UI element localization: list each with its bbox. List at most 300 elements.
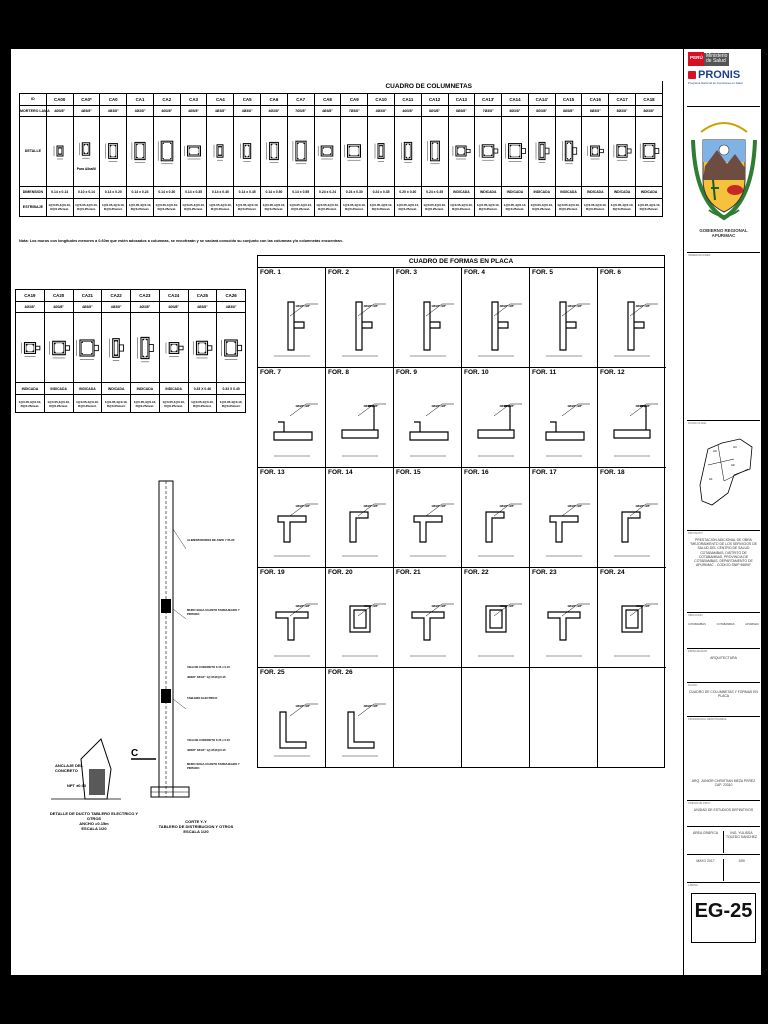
- columneta2-dims-cell: INDICADA: [159, 383, 188, 395]
- section-label: ALIMENTADORES DE ASPE Y PLAT.: [187, 538, 236, 542]
- columneta2-id-cell: CA20: [44, 290, 73, 302]
- columneta-id-cell: CA16: [582, 93, 609, 105]
- forma-shape-icon: [532, 482, 596, 562]
- forma-shape-icon: [396, 282, 460, 362]
- project-label: PROYECTO:: [688, 532, 704, 535]
- forma-shape-icon: [600, 282, 664, 362]
- section-label: VIGA DE CONCRETO 0.15 x 0.15: [187, 665, 230, 669]
- columneta-mortar-cell: 8Ø3/8": [635, 105, 662, 116]
- forma-cell: [258, 368, 326, 468]
- section-label: MURO SOGA CUANTO TARRAJEADO Y PINTADO: [187, 608, 240, 616]
- forma-shape-icon: [328, 582, 392, 662]
- forma-cell: [394, 368, 462, 468]
- forma-rebar-label: 4Ø3/8",3/8": [431, 604, 447, 608]
- column-detail-icon: [610, 133, 634, 169]
- forma-rebar-label: 4Ø3/8",3/8": [363, 304, 379, 308]
- stirrup-line-1: 1@0.05,4@0.10,: [637, 203, 661, 207]
- forma-label: FOR. 13: [260, 469, 285, 476]
- columnetas-row-id: [20, 93, 663, 105]
- key-a3: A3: [713, 449, 717, 453]
- stirrup-line-1: 1@0.05,4@0.10,: [18, 399, 42, 404]
- stirrup-line-2: R@0.25c/ext.: [318, 207, 337, 211]
- forma-label: FOR. 19: [260, 569, 285, 576]
- stirrup-line-2: R@0.25c/ext.: [559, 207, 578, 211]
- columneta-id-cell: CA6: [261, 93, 288, 105]
- section-label: TABLERO ELECTRICO: [187, 696, 218, 700]
- column-detail-icon: [189, 328, 215, 368]
- forma-rebar-label: 4Ø3/8",3/8": [635, 404, 651, 408]
- columneta-dims-cell: INDICADA: [448, 186, 475, 198]
- columneta-detail-cell: [394, 116, 421, 186]
- column-detail-icon: [262, 133, 286, 169]
- columneta-id-cell: CA18: [635, 93, 662, 105]
- columneta-stirrups-cell: [609, 198, 636, 216]
- columneta-mortar-cell: 7Ø3/8": [287, 105, 314, 116]
- unit-cell: [687, 801, 760, 827]
- forma-rebar-label: 4Ø3/8",3/8": [567, 304, 583, 308]
- columneta2-mortar-cell: 4Ø3/8": [16, 302, 45, 313]
- stirrup-line-1: 1@0.05,4@0.10,: [610, 203, 634, 207]
- forma-cell: [530, 368, 598, 468]
- date-value: MAYO 2017: [688, 859, 724, 881]
- forma-label: FOR. 1: [260, 269, 281, 276]
- columneta-stirrups-cell: [528, 198, 555, 216]
- ministry-line-1: Ministerio: [706, 52, 728, 59]
- forma-rebar-label: 4Ø3/8",3/8": [431, 404, 447, 408]
- column-detail-icon: [315, 133, 339, 169]
- forma-cell: [462, 368, 530, 468]
- column-detail-icon: [74, 131, 98, 167]
- columneta-mortar-cell: 8Ø3/8": [609, 105, 636, 116]
- columnetas-table-2: [15, 289, 246, 413]
- forma-rebar-label: 4Ø3/8",3/8": [431, 504, 447, 508]
- columneta-id-cell: CA4: [207, 93, 234, 105]
- forma-label: FOR. 18: [600, 469, 625, 476]
- forma-cell: [530, 468, 598, 568]
- columneta-stirrups-cell: [555, 198, 582, 216]
- svg-text:C: C: [131, 748, 139, 759]
- stirrup-line-2: R@0.25c/ext.: [211, 207, 230, 211]
- columneta2-id-cell: CA23: [131, 290, 160, 302]
- columneta-dims-cell: INDICADA: [582, 186, 609, 198]
- stirrup-line-1: 1@0.05,4@0.10,: [342, 203, 366, 207]
- para-albanil-note: Para Albañil: [76, 167, 97, 171]
- location-3: APURIMAC: [745, 623, 759, 626]
- columneta-dims-cell: 0.14 x 0.40: [207, 186, 234, 198]
- cut-caption-scale: ESCALA 1/20: [183, 829, 209, 834]
- columneta-stirrups-cell: [368, 198, 395, 216]
- columneta2-stirrups-cell: [188, 395, 217, 413]
- project-cell: [687, 531, 760, 613]
- columneta-id-cell: CA1: [127, 93, 154, 105]
- columneta-id-cell: CA11: [394, 93, 421, 105]
- section-label: 4Ø3/8" 1Ø1/4" 1@.05,R@0.15: [187, 675, 226, 679]
- key-a2: A2: [731, 463, 735, 467]
- section-label: 4Ø3/8" 1Ø1/4" 1@.05,R@0.15: [187, 748, 226, 752]
- stirrup-line-2: R@0.25c/ext.: [532, 207, 552, 211]
- forma-cell: [326, 268, 394, 368]
- forma-label: FOR. 10: [464, 369, 489, 376]
- drawing-sheet: [10, 48, 762, 976]
- forma-cell: [598, 468, 666, 568]
- columneta-detail-cell: [100, 116, 127, 186]
- columneta-detail-cell: [341, 116, 368, 186]
- stirrup-line-1: 1@0.05,4@0.10,: [396, 203, 420, 207]
- logo-cell: [687, 49, 760, 107]
- forma-shape-icon: [396, 482, 460, 562]
- concrete-label: ANCLAJE DEL CONCRETO: [55, 763, 83, 773]
- columneta-mortar-cell: 4Ø3/8": [153, 105, 180, 116]
- columneta2-mortar-cell: 4Ø3/8": [188, 302, 217, 313]
- columneta-stirrups-cell: [287, 198, 314, 216]
- columneta-id-cell: CA14': [528, 93, 555, 105]
- forma-cell: [326, 568, 394, 668]
- columneta-detail-cell: [180, 116, 207, 186]
- detail-caption-width: ANCHO =0.15m: [79, 821, 109, 826]
- columneta-mortar-cell: 4Ø3/8": [100, 105, 127, 116]
- forma-label: FOR. 20: [328, 569, 353, 576]
- forma-label: FOR. 21: [396, 569, 421, 576]
- stirrup-line-2: R@0.25c/ext.: [77, 207, 96, 211]
- columneta-mortar-cell: 8Ø3/8": [555, 105, 582, 116]
- forma-rebar-label: 4Ø3/8",3/8": [363, 704, 379, 708]
- forma-shape-icon: [328, 682, 392, 762]
- stirrup-line-2: R@0.25c/ext.: [130, 207, 150, 211]
- columneta-stirrups-cell: [153, 198, 180, 216]
- columneta-detail-cell: [287, 116, 314, 186]
- forma-rebar-label: 4Ø3/8",3/8": [567, 504, 583, 508]
- columneta-stirrups-cell: [127, 198, 154, 216]
- forma-shape-icon: [260, 482, 324, 562]
- columneta-dims-cell: INDICADA: [555, 186, 582, 198]
- forma-rebar-label: 4Ø3/8",3/8": [295, 704, 311, 708]
- stirrup-line-2: R@0.25c/ext.: [371, 207, 391, 211]
- forma-cell: [258, 268, 326, 368]
- columneta-mortar-cell: 4Ø3/8": [73, 105, 100, 116]
- columneta2-dims-cell: 0.33 X 0.46: [188, 383, 217, 395]
- forma-label: FOR. 15: [396, 469, 421, 476]
- stirrup-line-2: R@0.25c/ext.: [612, 207, 632, 211]
- column-detail-icon: [208, 133, 232, 169]
- columneta-id-cell: CA0: [100, 93, 127, 105]
- stirrup-line-1: 1@0.05,4@0.10,: [101, 203, 125, 207]
- columneta-dims-cell: 0.20 x 0.30: [394, 186, 421, 198]
- columneta-stirrups-cell: [46, 198, 73, 216]
- blank-cell: OBSERVACIONES:: [687, 253, 760, 421]
- column-detail-icon: [557, 133, 581, 169]
- forma-shape-icon: [532, 382, 596, 462]
- columneta-id-cell: CA17: [609, 93, 636, 105]
- forma-rebar-label: 4Ø3/8",3/8": [635, 304, 651, 308]
- column-detail-icon: [530, 133, 554, 169]
- stirrup-line-2: R@0.25c/ext.: [398, 207, 418, 211]
- forma-label: FOR. 12: [600, 369, 625, 376]
- columneta-stirrups-cell: [100, 198, 127, 216]
- columneta2-dims-cell: INDICADA: [44, 383, 73, 395]
- columneta2-detail-cell: [188, 313, 217, 383]
- gobierno-line-2: APURIMAC: [711, 233, 736, 238]
- stirrup-line-1: 1@0.05,4@0.10,: [369, 203, 393, 207]
- forma-label: FOR. 23: [532, 569, 557, 576]
- specialty-cell: [687, 649, 760, 683]
- column-detail-icon: [342, 133, 366, 169]
- stirrup-line-1: 1@0.05,4@0.10,: [316, 203, 339, 207]
- row-label-detail: DETALLE: [20, 116, 47, 186]
- forma-cell: [462, 568, 530, 668]
- columneta-stirrups-cell: [314, 198, 341, 216]
- columneta-stirrups-cell: [448, 198, 475, 216]
- stirrup-line-2: R@0.25c/ext.: [193, 403, 212, 408]
- stirrup-line-1: 1@0.05,4@0.10,: [191, 399, 214, 404]
- forma-label: FOR. 16: [464, 469, 489, 476]
- columneta-dims-cell: INDICADA: [635, 186, 662, 198]
- column-detail-icon: [48, 133, 72, 169]
- stirrup-line-1: 1@0.05,4@0.10,: [423, 203, 446, 207]
- columnetas2-row-detail: [16, 313, 246, 383]
- stirrup-line-1: 1@0.05,4@0.10,: [104, 399, 128, 404]
- columneta-detail-cell: [314, 116, 341, 186]
- forma-shape-icon: [464, 582, 528, 662]
- columneta-dims-cell: 0.10 x 0.14: [73, 186, 100, 198]
- column-detail-icon: [637, 133, 661, 169]
- columneta-stirrups-cell: [207, 198, 234, 216]
- forma-shape-icon: [328, 382, 392, 462]
- forma-rebar-label: 4Ø3/8",3/8": [567, 404, 583, 408]
- forma-label: FOR. 7: [260, 369, 281, 376]
- columneta-mortar-cell: 7Ø3/8": [341, 105, 368, 116]
- columneta-id-cell: CA15: [555, 93, 582, 105]
- formas-title: CUADRO DE FORMAS EN PLACA: [257, 255, 665, 268]
- stirrup-line-1: 1@0.05,4@0.10,: [235, 203, 259, 207]
- columneta2-stirrups-cell: [131, 395, 160, 413]
- stirrup-line-1: 1@0.05,4@0.10,: [209, 203, 232, 207]
- columneta-id-cell: CA2: [153, 93, 180, 105]
- forma-rebar-label: 4Ø3/8",3/8": [499, 304, 515, 308]
- forma-shape-icon: [464, 482, 528, 562]
- key-plan-cell: PLANO CLAVE: A3 A4 A2 A1: [687, 421, 760, 531]
- scale-value: 1/50: [738, 859, 745, 863]
- stirrup-line-2: R@0.25c/ext.: [425, 207, 444, 211]
- stirrup-line-2: R@0.25c/ext.: [78, 403, 97, 408]
- stirrup-line-1: 1@0.05,4@0.10,: [219, 399, 243, 404]
- plan-cell: [687, 683, 760, 717]
- stirrup-line-2: R@0.25c/ext.: [264, 207, 284, 211]
- column-detail-icon: [161, 328, 187, 368]
- forma-label: FOR. 11: [532, 369, 557, 376]
- columnetas-table: [19, 81, 663, 217]
- forma-shape-icon: [532, 282, 596, 362]
- regional-government-cell: [687, 107, 760, 253]
- responsible-label: PROFESIONAL RESPONSABLE:: [688, 718, 728, 721]
- columneta-detail-cell: [234, 116, 261, 186]
- columneta2-detail-cell: [44, 313, 73, 383]
- row-label-stirrups: ESTRIBAJE: [20, 198, 47, 216]
- columnetas-note: Nota: Los muros con longitudes menores a 0.60m que estén adosados a columnas, se encofrarán y se vaciará conocido su conjunto con las columnas y/o columnetas encuentran.: [19, 239, 343, 243]
- forma-label: FOR. 25: [260, 669, 285, 676]
- row-label-dims: DIMENSION: [20, 186, 47, 198]
- columneta2-id-cell: CA22: [102, 290, 131, 302]
- forma-shape-icon: [260, 582, 324, 662]
- columneta-detail-cell: [609, 116, 636, 186]
- stirrup-line-2: R@0.25c/ext.: [50, 207, 69, 211]
- column-detail-icon: [289, 133, 313, 169]
- location-2: COTABAMBAS: [716, 623, 735, 626]
- columneta-id-cell: CA10: [368, 93, 395, 105]
- stirrup-line-2: R@0.25c/ext.: [478, 207, 498, 211]
- forma-rebar-label: 4Ø3/8",3/8": [431, 304, 447, 308]
- columneta-id-cell: CA8: [314, 93, 341, 105]
- forma-label: FOR. 14: [328, 469, 353, 476]
- cad-review-cell: [687, 827, 760, 855]
- forma-shape-icon: [600, 482, 664, 562]
- forma-label: FOR. 24: [600, 569, 625, 576]
- columneta-detail-cell: [368, 116, 395, 186]
- stirrup-line-1: 1@0.05,4@0.10,: [557, 203, 580, 207]
- columneta-stirrups-cell: [341, 198, 368, 216]
- forma-label: FOR. 2: [328, 269, 349, 276]
- columneta-stirrups-cell: [394, 198, 421, 216]
- columneta-mortar-cell: 4Ø3/8": [234, 105, 261, 116]
- columneta2-dims-cell: INDICADA: [102, 383, 131, 395]
- review-value: ING. YULISSA TOLEDO SANCHEZ: [725, 831, 758, 840]
- column-detail-icon: [182, 133, 206, 169]
- columneta-mortar-cell: 4Ø3/8": [127, 105, 154, 116]
- pronis-logo: PRONIS: [698, 69, 741, 81]
- pronis-logo-icon: [688, 71, 696, 79]
- column-detail-icon: [503, 133, 527, 169]
- columneta-detail-cell: [635, 116, 662, 186]
- forma-cell: [394, 268, 462, 368]
- forma-shape-icon: [396, 382, 460, 462]
- columneta-dims-cell: INDICADA: [609, 186, 636, 198]
- columneta2-id-cell: CA24: [159, 290, 188, 302]
- forma-cell: [326, 368, 394, 468]
- columnetas-title: CUADRO DE COLUMNETAS: [20, 81, 663, 93]
- columneta2-mortar-cell: 4Ø3/8": [73, 302, 102, 313]
- columneta-mortar-cell: 4Ø3/8": [180, 105, 207, 116]
- stirrup-line-2: R@0.25c/ext.: [103, 207, 123, 211]
- specialty-label: ESPECIALIDAD:: [688, 650, 708, 653]
- column-detail-icon: [101, 133, 125, 169]
- columneta-mortar-cell: 4Ø3/8": [207, 105, 234, 116]
- forma-cell: [462, 268, 530, 368]
- key-a4: A4: [733, 445, 737, 449]
- columneta2-mortar-cell: 4Ø3/8": [131, 302, 160, 313]
- detail-caption: [49, 811, 139, 831]
- columneta-id-cell: CA12: [421, 93, 448, 105]
- forma-rebar-label: 4Ø3/8",3/8": [295, 304, 311, 308]
- forma-cell: [326, 468, 394, 568]
- forma-label: FOR. 22: [464, 569, 489, 576]
- forma-rebar-label: 4Ø3/8",3/8": [635, 504, 651, 508]
- columneta2-stirrups-cell: [44, 395, 73, 413]
- columneta-id-cell: CA00: [46, 93, 73, 105]
- columneta-mortar-cell: 8Ø3/8": [528, 105, 555, 116]
- stirrup-line-1: 1@0.05,4@0.10,: [289, 203, 312, 207]
- columneta-mortar-cell: 8Ø3/8": [421, 105, 448, 116]
- columneta-detail-cell: [127, 116, 154, 186]
- stirrup-line-1: 1@0.05,4@0.10,: [262, 203, 286, 207]
- forma-label: FOR. 17: [532, 469, 557, 476]
- stirrup-line-2: R@0.25c/ext.: [221, 403, 241, 408]
- columneta-detail-cell: [528, 116, 555, 186]
- columneta2-dims-cell: INDICADA: [131, 383, 160, 395]
- columneta2-mortar-cell: 4Ø3/8": [44, 302, 73, 313]
- columneta-stirrups-cell: [502, 198, 529, 216]
- column-detail-icon: [369, 133, 393, 169]
- section-label: VIGA DE CONCRETO 0.15 x 0.15: [187, 738, 230, 742]
- columneta-detail-cell: [421, 116, 448, 186]
- forma-shape-icon: [464, 382, 528, 462]
- columneta-dims-cell: INDICADA: [528, 186, 555, 198]
- column-detail-icon: [155, 133, 179, 169]
- forma-shape-icon: [328, 482, 392, 562]
- stirrup-line-1: 1@0.05,4@0.10,: [584, 203, 607, 207]
- columneta-stirrups-cell: [635, 198, 662, 216]
- column-detail-icon: [74, 328, 100, 368]
- column-detail-icon: [103, 328, 129, 368]
- column-detail-icon: [132, 328, 158, 368]
- column-detail-icon: [218, 328, 244, 368]
- columneta-dims-cell: 0.14 x 0.55: [287, 186, 314, 198]
- stirrup-line-1: 1@0.05,4@0.10,: [530, 203, 553, 207]
- forma-cell: [598, 568, 666, 668]
- columneta-detail-cell: [73, 116, 100, 186]
- columneta-dims-cell: 0.14 x 0.30: [153, 186, 180, 198]
- forma-rebar-label: 4Ø3/8",3/8": [635, 604, 651, 608]
- columneta2-id-cell: CA19: [16, 290, 45, 302]
- columneta2-detail-cell: [73, 313, 102, 383]
- columneta-detail-cell: [448, 116, 475, 186]
- columneta-dims-cell: 0.14 x 0.45: [234, 186, 261, 198]
- drawing-area: [11, 49, 684, 975]
- forma-cell: [258, 568, 326, 668]
- columneta-stirrups-cell: [421, 198, 448, 216]
- column-detail-icon: [423, 133, 447, 169]
- columneta2-stirrups-cell: [217, 395, 246, 413]
- columneta2-detail-cell: [159, 313, 188, 383]
- forma-rebar-label: 4Ø3/8",3/8": [363, 504, 379, 508]
- columneta-detail-cell: [261, 116, 288, 186]
- forma-shape-icon: [600, 382, 664, 462]
- section-label: MURO SOGA CUANTO TARRAJEADO Y PINTADO: [187, 762, 240, 770]
- columneta-detail-cell: [46, 116, 73, 186]
- columneta-id-cell: CA13': [475, 93, 502, 105]
- forma-shape-icon: [396, 582, 460, 662]
- columneta-id-cell: CA14: [502, 93, 529, 105]
- forma-rebar-label: 4Ø3/8",3/8": [363, 604, 379, 608]
- forma-rebar-label: 4Ø3/8",3/8": [295, 604, 311, 608]
- responsible-value: ARQ. JUNIOR CHRISTIAN MEZA PEREZ CAP. 23310: [691, 779, 756, 788]
- columneta-mortar-cell: 4Ø3/8": [314, 105, 341, 116]
- stirrup-line-2: R@0.25c/ext.: [237, 207, 257, 211]
- columnetas-row-stirrups: [20, 198, 663, 216]
- columneta-dims-cell: 0.24 x 0.24: [314, 186, 341, 198]
- peru-flag-icon: [688, 52, 704, 66]
- columneta-dims-cell: 0.14 x 0.20: [100, 186, 127, 198]
- level-label: NPT ±0.00: [67, 783, 87, 788]
- project-value: PRESTACION ADICIONAL DE OBRA "MEJORAMIENTO DE LOS SERVICIOS DE SALUD DEL CENTRO DE SALUD COTABAMBAS, DISTRITO DE COTABAMBAS, PROVINCIA DE COTABAMBAS, DEPARTAMENTO DE APURIMAC - CODIGO SNIP 96890": [690, 538, 757, 568]
- forma-shape-icon: [532, 582, 596, 662]
- forma-label: FOR. 26: [328, 669, 353, 676]
- stirrup-line-2: R@0.25c/ext.: [452, 207, 471, 211]
- columneta-dims-cell: 0.14 x 0.14: [46, 186, 73, 198]
- section-drawing: [11, 469, 251, 829]
- stirrup-line-1: 1@0.05,4@0.10,: [48, 203, 71, 207]
- cut-caption-sub: TABLERO DE DISTRIBUCION Y OTROS: [158, 824, 234, 829]
- columneta-id-cell: CA13: [448, 93, 475, 105]
- ministry-line-2: de Salud: [706, 58, 726, 64]
